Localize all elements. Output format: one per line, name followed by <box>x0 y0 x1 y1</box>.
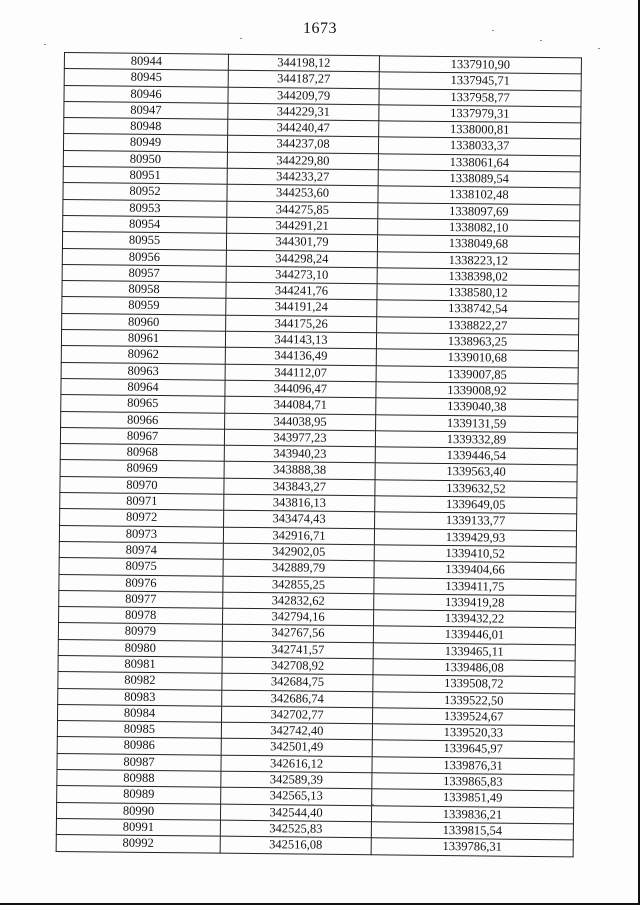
x-coordinate-cell: 342702,77 <box>221 706 372 724</box>
x-coordinate-cell: 344229,31 <box>228 103 379 121</box>
point-id-cell: 80957 <box>62 264 226 282</box>
y-coordinate-cell: 1338082,10 <box>378 219 580 237</box>
point-id-cell: 80986 <box>57 737 221 755</box>
x-coordinate-cell: 342708,92 <box>222 657 373 675</box>
point-id-cell: 80991 <box>56 818 220 836</box>
point-id-cell: 80959 <box>62 297 226 315</box>
y-coordinate-cell: 1339851,49 <box>372 789 574 807</box>
point-id-cell: 80975 <box>59 558 223 576</box>
y-coordinate-cell: 1339649,05 <box>375 496 577 514</box>
x-coordinate-cell: 344301,79 <box>226 233 377 251</box>
point-id-cell: 80980 <box>58 639 222 657</box>
y-coordinate-cell: 1339836,21 <box>371 805 573 823</box>
x-coordinate-cell: 342855,25 <box>223 576 374 594</box>
y-coordinate-cell: 1339040,38 <box>376 398 578 416</box>
x-coordinate-cell: 344096,47 <box>225 380 376 398</box>
point-id-cell: 80950 <box>63 150 227 168</box>
y-coordinate-cell: 1339410,52 <box>374 545 576 563</box>
point-id-cell: 80969 <box>60 460 224 478</box>
y-coordinate-cell: 1339632,52 <box>375 479 577 497</box>
x-coordinate-cell: 344253,60 <box>227 185 378 203</box>
y-coordinate-cell: 1339010,68 <box>376 349 578 367</box>
y-coordinate-cell: 1338102,48 <box>378 186 580 204</box>
x-coordinate-cell: 343843,27 <box>224 478 375 496</box>
x-coordinate-cell: 344175,26 <box>226 315 377 333</box>
point-id-cell: 80960 <box>62 313 226 331</box>
point-id-cell: 80987 <box>57 753 221 771</box>
point-id-cell: 80949 <box>63 134 227 152</box>
x-coordinate-cell: 342832,62 <box>223 592 374 610</box>
y-coordinate-cell: 1337910,90 <box>379 56 581 74</box>
x-coordinate-cell: 342516,08 <box>220 836 371 854</box>
point-id-cell: 80951 <box>63 167 227 185</box>
y-coordinate-cell: 1339432,22 <box>374 610 576 628</box>
x-coordinate-cell: 342544,40 <box>220 804 371 822</box>
y-coordinate-cell: 1338033,37 <box>378 137 580 155</box>
x-coordinate-cell: 344291,21 <box>227 217 378 235</box>
point-id-cell: 80956 <box>62 248 226 266</box>
point-id-cell: 80967 <box>60 427 224 445</box>
x-coordinate-cell: 342902,05 <box>223 543 374 561</box>
scan-speck <box>540 40 542 41</box>
y-coordinate-cell: 1339008,92 <box>376 382 578 400</box>
x-coordinate-cell: 344273,10 <box>226 266 377 284</box>
y-coordinate-cell: 1338097,69 <box>378 202 580 220</box>
y-coordinate-cell: 1339876,31 <box>372 757 574 775</box>
y-coordinate-cell: 1339815,54 <box>371 822 573 840</box>
y-coordinate-cell: 1338061,64 <box>378 154 580 172</box>
x-coordinate-cell: 344209,79 <box>228 87 379 105</box>
x-coordinate-cell: 343977,23 <box>224 429 375 447</box>
y-coordinate-cell: 1339508,72 <box>373 675 575 693</box>
scan-speck <box>598 48 600 49</box>
x-coordinate-cell: 342741,57 <box>222 641 373 659</box>
point-id-cell: 80973 <box>59 525 223 543</box>
x-coordinate-cell: 342684,75 <box>222 673 373 691</box>
page-number: 1673 <box>303 20 337 37</box>
point-id-cell: 80992 <box>56 835 220 853</box>
point-id-cell: 80953 <box>63 199 227 217</box>
x-coordinate-cell: 344237,08 <box>227 136 378 154</box>
y-coordinate-cell: 1339486,08 <box>373 659 575 677</box>
x-coordinate-cell: 342616,12 <box>221 755 372 773</box>
x-coordinate-cell: 342916,71 <box>223 527 374 545</box>
point-id-cell: 80962 <box>61 346 225 364</box>
x-coordinate-cell: 343816,13 <box>224 494 375 512</box>
scan-speck <box>44 44 46 45</box>
y-coordinate-cell: 1339520,33 <box>372 724 574 742</box>
y-coordinate-cell: 1339786,31 <box>371 838 573 856</box>
x-coordinate-cell: 344298,24 <box>226 250 377 268</box>
y-coordinate-cell: 1339332,89 <box>375 431 577 449</box>
y-coordinate-cell: 1337979,31 <box>379 105 581 123</box>
x-coordinate-cell: 344191,24 <box>226 299 377 317</box>
x-coordinate-cell: 342501,49 <box>221 739 372 757</box>
y-coordinate-cell: 1339524,67 <box>372 708 574 726</box>
point-id-cell: 80947 <box>64 101 228 119</box>
x-coordinate-cell: 344241,76 <box>226 282 377 300</box>
x-coordinate-cell: 343474,43 <box>224 511 375 529</box>
x-coordinate-cell: 344136,49 <box>225 348 376 366</box>
y-coordinate-cell: 1338398,02 <box>377 268 579 286</box>
scan-speck <box>372 804 374 805</box>
point-id-cell: 80984 <box>57 704 221 722</box>
coordinate-table-body <box>56 53 581 857</box>
point-id-cell: 80985 <box>57 721 221 739</box>
point-id-cell: 80945 <box>64 69 228 87</box>
y-coordinate-cell: 1338580,12 <box>377 284 579 302</box>
x-coordinate-cell: 344112,07 <box>225 364 376 382</box>
y-coordinate-cell: 1338963,25 <box>376 333 578 351</box>
scan-speck <box>240 38 242 39</box>
x-coordinate-cell: 344240,47 <box>228 119 379 137</box>
point-id-cell: 80961 <box>61 330 225 348</box>
x-coordinate-cell: 344233,27 <box>227 168 378 186</box>
point-id-cell: 80958 <box>62 281 226 299</box>
point-id-cell: 80989 <box>57 786 221 804</box>
y-coordinate-cell: 1338089,54 <box>378 170 580 188</box>
x-coordinate-cell: 342889,79 <box>223 559 374 577</box>
y-coordinate-cell: 1339563,40 <box>375 463 577 481</box>
x-coordinate-cell: 344275,85 <box>227 201 378 219</box>
y-coordinate-cell: 1338049,68 <box>377 235 579 253</box>
point-id-cell: 80963 <box>61 362 225 380</box>
y-coordinate-cell: 1339429,93 <box>374 528 576 546</box>
y-coordinate-cell: 1339131,59 <box>376 414 578 432</box>
point-id-cell: 80966 <box>61 411 225 429</box>
point-id-cell: 80972 <box>60 509 224 527</box>
point-id-cell: 80946 <box>64 85 228 103</box>
x-coordinate-cell: 344038,95 <box>225 413 376 431</box>
y-coordinate-cell: 1339522,50 <box>373 691 575 709</box>
y-coordinate-cell: 1339419,28 <box>374 594 576 612</box>
coordinate-table <box>56 52 582 857</box>
point-id-cell: 80977 <box>59 590 223 608</box>
x-coordinate-cell: 344143,13 <box>225 331 376 349</box>
point-id-cell: 80948 <box>64 118 228 136</box>
y-coordinate-cell: 1338223,12 <box>377 251 579 269</box>
x-coordinate-cell: 343940,23 <box>224 445 375 463</box>
x-coordinate-cell: 344187,27 <box>228 71 379 89</box>
x-coordinate-cell: 342686,74 <box>222 690 373 708</box>
point-id-cell: 80974 <box>59 541 223 559</box>
point-id-cell: 80955 <box>62 232 226 250</box>
y-coordinate-cell: 1339446,54 <box>375 447 577 465</box>
point-id-cell: 80968 <box>60 444 224 462</box>
x-coordinate-cell: 344198,12 <box>228 54 379 72</box>
point-id-cell: 80990 <box>56 802 220 820</box>
point-id-cell: 80979 <box>58 623 222 641</box>
y-coordinate-cell: 1337958,77 <box>379 88 581 106</box>
x-coordinate-cell: 342525,83 <box>220 820 371 838</box>
y-coordinate-cell: 1339007,85 <box>376 365 578 383</box>
coordinate-table-container <box>56 52 578 857</box>
x-coordinate-cell: 342794,16 <box>223 608 374 626</box>
y-coordinate-cell: 1339645,97 <box>372 740 574 758</box>
point-id-cell: 80965 <box>61 395 225 413</box>
y-coordinate-cell: 1338822,27 <box>377 317 579 335</box>
point-id-cell: 80982 <box>58 672 222 690</box>
point-id-cell: 80988 <box>57 770 221 788</box>
y-coordinate-cell: 1339446,01 <box>373 626 575 644</box>
point-id-cell: 80952 <box>63 183 227 201</box>
point-id-cell: 80944 <box>64 53 228 71</box>
x-coordinate-cell: 342589,39 <box>221 771 372 789</box>
y-coordinate-cell: 1339404,66 <box>374 561 576 579</box>
y-coordinate-cell: 1339865,83 <box>372 773 574 791</box>
x-coordinate-cell: 342742,40 <box>221 722 372 740</box>
x-coordinate-cell: 344084,71 <box>225 396 376 414</box>
point-id-cell: 80981 <box>58 655 222 673</box>
point-id-cell: 80954 <box>63 215 227 233</box>
y-coordinate-cell: 1338742,54 <box>377 300 579 318</box>
scan-speck <box>492 30 494 31</box>
x-coordinate-cell: 343888,38 <box>224 462 375 480</box>
point-id-cell: 80983 <box>58 688 222 706</box>
point-id-cell: 80970 <box>60 476 224 494</box>
point-id-cell: 80964 <box>61 378 225 396</box>
point-id-cell: 80976 <box>59 574 223 592</box>
y-coordinate-cell: 1339465,11 <box>373 642 575 660</box>
y-coordinate-cell: 1338000,81 <box>379 121 581 139</box>
y-coordinate-cell: 1339411,75 <box>374 577 576 595</box>
x-coordinate-cell: 342565,13 <box>221 788 372 806</box>
x-coordinate-cell: 342767,56 <box>222 625 373 643</box>
point-id-cell: 80978 <box>59 607 223 625</box>
x-coordinate-cell: 344229,80 <box>227 152 378 170</box>
point-id-cell: 80971 <box>60 492 224 510</box>
y-coordinate-cell: 1339133,77 <box>375 512 577 530</box>
y-coordinate-cell: 1337945,71 <box>379 72 581 90</box>
